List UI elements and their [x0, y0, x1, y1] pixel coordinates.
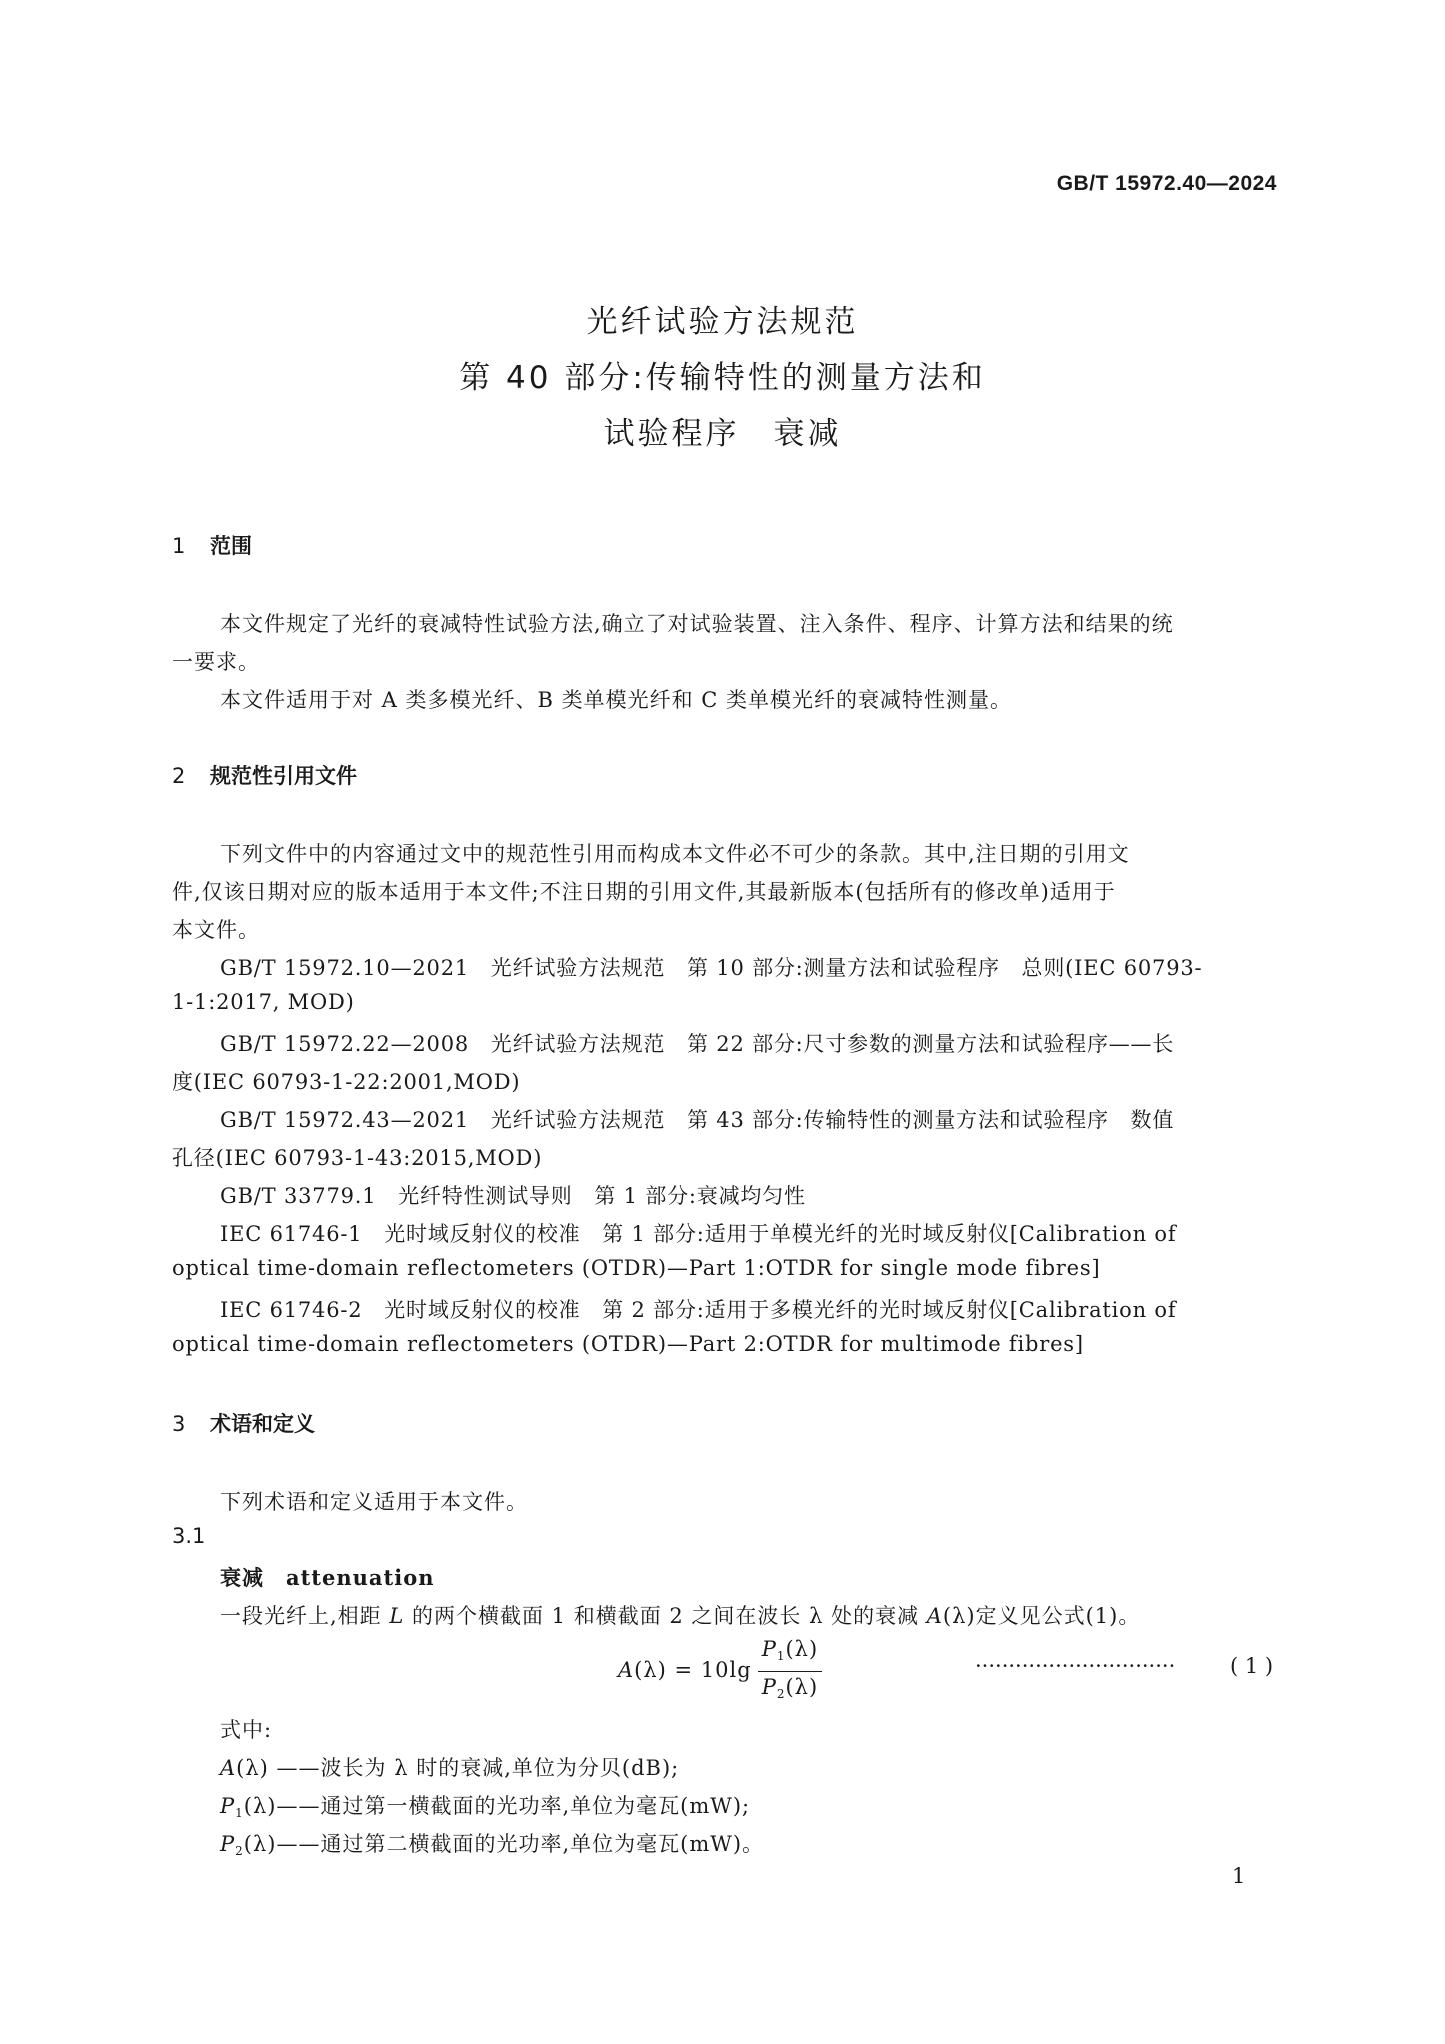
section-heading-references — [172, 760, 357, 790]
section-number: 3 — [172, 1412, 186, 1436]
section-title: 规范性引用文件 — [210, 764, 357, 788]
reference-item: optical time-domain reflectometers (OTDR)—Part 1:OTDR for single mode fibres] — [172, 1256, 1101, 1280]
term-number: 3.1 — [172, 1524, 206, 1548]
page-number: 1 — [1232, 1864, 1247, 1888]
reference-item: GB/T 15972.22—2008 光纤试验方法规范 第 22 部分:尺寸参数的测量方法和试验程序——长 — [220, 1032, 1175, 1056]
section-number: 1 — [172, 534, 186, 558]
formula: A(λ) = 10lg $\frac{P_1(\lambda)}{P_2(\lambda)}$ — [618, 1636, 822, 1707]
standard-number: GB/T 15972.40—2024 — [1056, 172, 1277, 195]
fraction: $\frac{P_1(\lambda)}{P_2(\lambda)}$ — [758, 1636, 822, 1707]
doc-title-line1: 光纤试验方法规范 — [586, 304, 859, 340]
doc-title-line2: 第 40 部分:传输特性的测量方法和 — [459, 360, 986, 396]
variable-definition: $P_1(\lambda)——$通过第一横截面的光功率,单位为毫瓦(mW); — [220, 1794, 751, 1820]
reference-item: GB/T 15972.43—2021 光纤试验方法规范 第 43 部分:传输特性的测量方法和试验程序 数值 — [220, 1108, 1175, 1132]
paragraph: 本文件适用于对 A 类多模光纤、B 类单模光纤和 C 类单模光纤的衰减特性测量。 — [220, 688, 1013, 712]
formula-number: ( 1 ) — [1230, 1654, 1274, 1678]
paragraph: 件,仅该日期对应的版本适用于本文件;不注日期的引用文件,其最新版本(包括所有的修改单)适用于 — [172, 880, 1116, 904]
reference-item: optical time-domain reflectometers (OTDR)—Part 2:OTDR for multimode fibres] — [172, 1332, 1084, 1356]
formula-leader: ······························ — [975, 1654, 1176, 1678]
paragraph: 一要求。 — [172, 650, 260, 674]
variable-definition: $P_2(\lambda)——$通过第二横截面的光功率,单位为毫瓦(mW)。 — [220, 1832, 765, 1858]
variable-definition: A(λ) ——波长为 λ 时的衰减,单位为分贝(dB); — [220, 1756, 680, 1780]
term-definition: 一段光纤上,相距 L 的两个横截面 1 和横截面 2 之间在波长 λ 处的衰减 A(λ)定义见公式(1)。 — [220, 1604, 1141, 1628]
reference-item: 度(IEC 60793-1-22:2001,MOD) — [172, 1070, 521, 1094]
reference-item: GB/T 15972.10—2021 光纤试验方法规范 第 10 部分:测量方法和试验程序 总则(IEC 60793- — [220, 956, 1203, 980]
reference-item: 1-1:2017, MOD) — [172, 990, 355, 1014]
reference-item: IEC 61746-1 光时域反射仪的校准 第 1 部分:适用于单模光纤的光时域反射仪[Calibration of — [220, 1222, 1177, 1246]
doc-title-line3: 试验程序 衰减 — [603, 416, 842, 452]
reference-item: 孔径(IEC 60793-1-43:2015,MOD) — [172, 1146, 543, 1170]
reference-item: IEC 61746-2 光时域反射仪的校准 第 2 部分:适用于多模光纤的光时域反射仪[Calibration of — [220, 1298, 1177, 1322]
section-heading-scope — [172, 530, 252, 560]
paragraph: 下列文件中的内容通过文中的规范性引用而构成本文件必不可少的条款。其中,注日期的引用文 — [220, 842, 1130, 866]
paragraph: 本文件。 — [172, 918, 260, 942]
paragraph: 下列术语和定义适用于本文件。 — [220, 1490, 528, 1514]
section-title: 范围 — [210, 534, 252, 558]
section-heading-terms — [172, 1408, 315, 1438]
term-chinese: 衰减 — [220, 1566, 264, 1590]
term-entry — [220, 1562, 434, 1592]
section-number: 2 — [172, 764, 186, 788]
term-english: attenuation — [286, 1565, 435, 1590]
reference-item: GB/T 33779.1 光纤特性测试导则 第 1 部分:衰减均匀性 — [220, 1184, 806, 1208]
where-label: 式中: — [220, 1718, 273, 1742]
paragraph: 本文件规定了光纤的衰减特性试验方法,确立了对试验装置、注入条件、程序、计算方法和结果的统 — [220, 612, 1174, 636]
section-title: 术语和定义 — [210, 1412, 315, 1436]
